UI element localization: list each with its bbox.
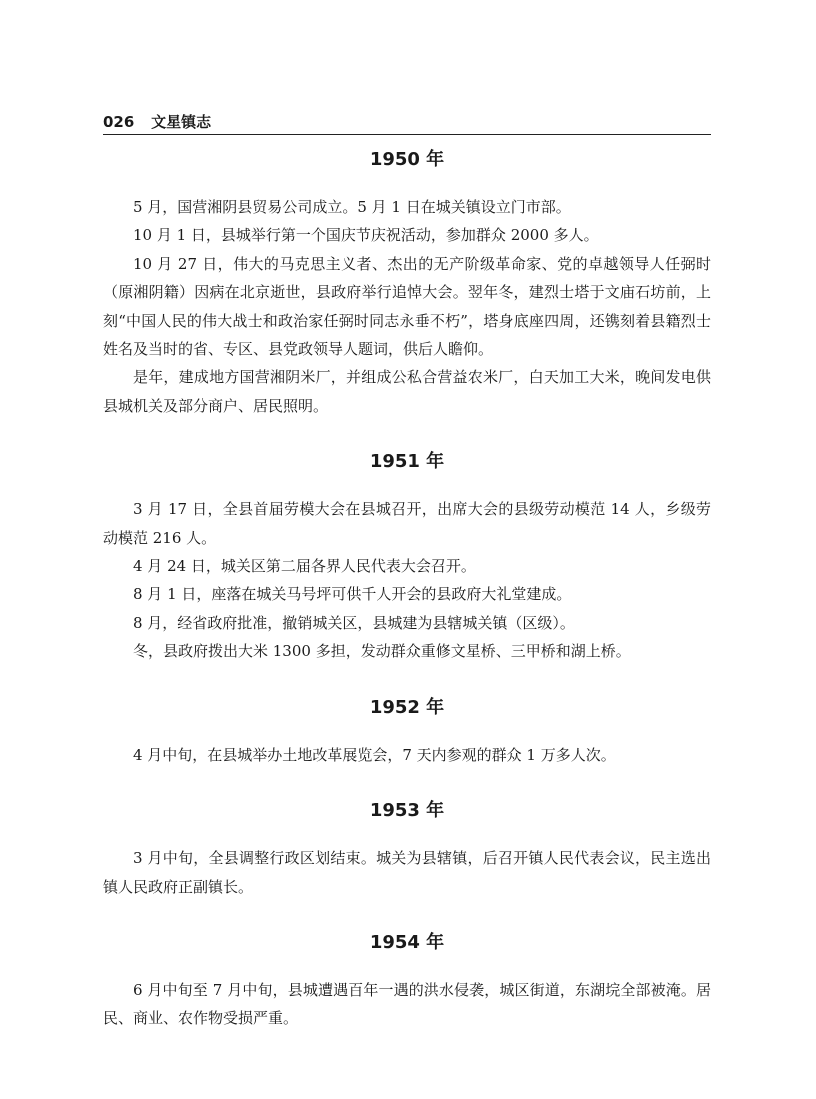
year-heading: 1950 年 [369,149,445,170]
year-heading: 1953 年 [369,800,445,822]
entry-paragraph: 4 月 24 日，城关区第二届各界人民代表大会召开。 [133,557,476,576]
entry-paragraph: 8 月 1 日，座落在城关马号坪可供千人开会的县政府大礼堂建成。 [133,585,572,604]
year-heading: 1951 年 [369,451,445,473]
year-section-1951 [103,450,711,665]
year-heading: 1952 年 [369,696,445,718]
page-number: 026 [103,113,135,131]
entry-paragraph: 冬，县政府拨出大米 1300 多担，发动群众重修文星桥、三甲桥和湖上桥。 [133,642,631,661]
book-title: 文星镇志 [151,113,212,131]
entry-paragraph: 10 月 1 日，县城举行第一个国庆节庆祝活动，参加群众 2000 多人。 [133,226,599,245]
entry-paragraph: 5 月，国营湘阴县贸易公司成立。5 月 1 日在城关镇设立门市部。 [133,198,571,216]
entry-paragraph: 8 月，经省政府批准，撤销城关区，县城建为县辖城关镇（区级）。 [133,613,575,632]
page-header [103,112,711,135]
entry-list [103,741,711,769]
entry-list [103,844,711,901]
entry-paragraph: 10 月 27 日，伟大的马克思主义者、杰出的无产阶级革命家、党的卓越领导人任弼时（原湘阴籍）因病在北京逝世，县政府举行追悼大会。翌年冬，建烈士塔于文庙石坊前，上刻“中国人民的伟大战士和政治家任弼时同志永垂不朽”，塔身底座四周，还镌刻着县籍烈士姓名及当时的省、专区、县党政领导人题词，供后人瞻仰。 [103,254,711,359]
year-section-1953 [103,799,711,901]
entry-paragraph: 4 月中旬，在县城举办土地改革展览会，7 天内参观的群众 1 万多人次。 [133,745,616,764]
entry-paragraph: 6 月中旬至 7 月中旬，县城遭遇百年一遇的洪水侵袭，城区街道，东湖垸全部被淹。居民、商业、农作物受损严重。 [103,980,711,1028]
year-section-1950 [103,148,711,420]
year-section-1954 [103,931,711,1033]
entry-paragraph: 是年，建成地方国营湘阴米厂，并组成公私合营益农米厂，白天加工大米，晚间发电供县城机关及部分商户、居民照明。 [103,368,711,415]
entry-list [103,976,711,1033]
year-section-1952 [103,696,711,769]
entry-paragraph: 3 月中旬，全县调整行政区划结束。城关为县辖镇，后召开镇人民代表会议，民主选出镇人民政府正副镇长。 [103,849,711,896]
entry-paragraph: 3 月 17 日，全县首届劳模大会在县城召开，出席大会的县级劳动模范 14 人，乡级劳动模范 216 人。 [103,500,711,547]
year-heading: 1954 年 [369,931,445,953]
entry-list [103,495,711,665]
chronicle-content [103,140,711,1063]
entry-list [103,193,711,420]
